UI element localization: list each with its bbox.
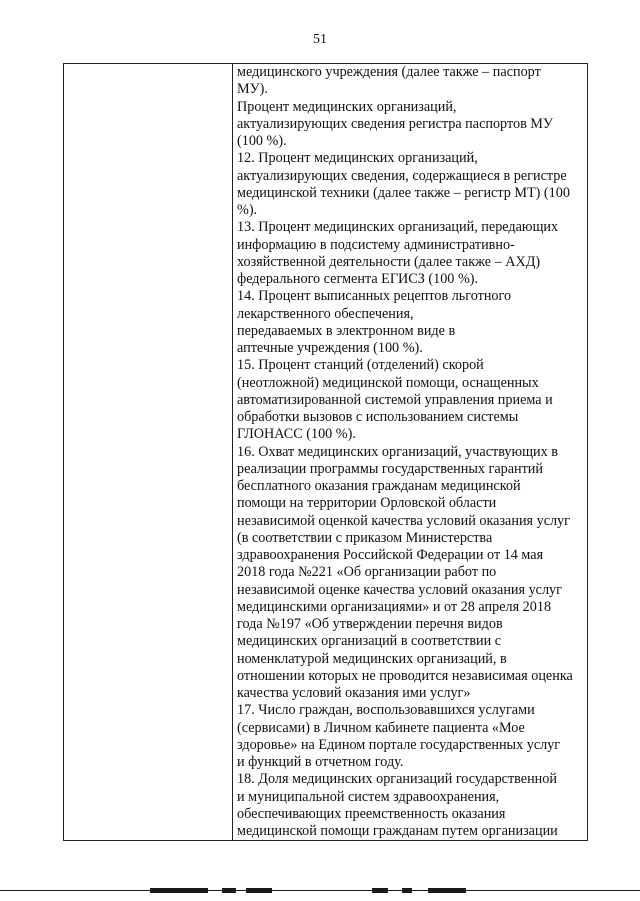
text-line: ГЛОНАСС (100 %). [237,426,356,443]
text-line: здравоохранения Российской Федерации от 14 мая [237,547,544,563]
text-line: обработки вызовов с использованием системы [237,409,519,425]
text-line: бесплатного оказания гражданам медицинской [237,478,521,494]
text-line: лекарственного обеспечения, [237,305,414,322]
table-row [64,64,588,841]
text-line: медицинскими организациями» и от 28 апреля 2018 [237,598,552,615]
text-line: аптечные учреждения (100 %). [237,340,423,356]
text-line: года №197 «Об утверждении перечня видов [237,616,503,632]
text-line: независимой оценкой качества условий оказания услуг [237,512,570,529]
text-line: актуализирующих сведения регистра паспортов МУ [237,115,553,132]
text-line: реализации программы государственных гарантий [237,460,543,477]
text-line: 12. Процент медицинских организаций, [237,150,478,167]
text-line: медицинской техники (далее также – регистр МТ) (100 [237,184,570,201]
text-line: 17. Число граждан, воспользовавшихся услугами [237,702,535,719]
page-number: 51 [313,32,327,47]
text-line: независимой оценке качества условий оказания услуг [237,581,562,598]
text-line: помощи на территории Орловской области [237,495,497,512]
bottom-scan-rule [0,888,640,894]
text-line: 13. Процент медицинских организаций, передающих [237,219,559,236]
text-line: и муниципальной систем здравоохранения, [237,788,500,805]
text-line: информацию в подсистему административно- [237,236,515,253]
text-line: 15. Процент станций (отделений) скорой [237,357,484,374]
text-line: актуализирующих сведения, содержащиеся в регистре [237,167,567,184]
text-line: (100 %). [237,133,287,149]
document-table [63,63,588,841]
text-line: (неотложной) медицинской помощи, оснащенных [237,374,539,391]
right-cell [233,64,588,841]
text-line: 16. Охват медицинских организаций, участвующих в [237,443,558,460]
text-line: медицинского учреждения (далее также – паспорт [237,64,541,80]
text-line: медицинских организаций в соответствии с [237,633,502,650]
text-line: обеспечивающих преемственность оказания [237,805,506,822]
text-line: медицинской помощи гражданам путем организации [237,823,558,839]
text-line: качества условий оказания ими услуг» [237,685,471,701]
text-line: (сервисами) в Личном кабинете пациента «Мое [237,719,525,736]
text-line: (в соответствии с приказом Министерства [237,529,493,546]
text-line: %). [237,202,258,218]
text-line: 18. Доля медицинских организаций государственной [237,771,557,788]
text-line: и функций в отчетном году. [237,754,404,770]
right-cell-text [233,64,587,840]
text-line: хозяйственной деятельности (далее также – АХД) [237,253,541,270]
text-line: МУ). [237,81,268,98]
text-line: федерального сегмента ЕГИСЗ (100 %). [237,271,479,287]
text-line: Процент медицинских организаций, [237,98,457,115]
text-line: отношении которых не проводится независимая оценка [237,667,573,684]
text-line: 2018 года №221 «Об организации работ по [237,564,497,581]
text-line: передаваемых в электронном виде в [237,322,456,339]
text-line: автоматизированной системой управления приема и [237,391,553,408]
text-line: номенклатурой медицинских организаций, в [237,650,507,667]
text-line: здоровье» на Едином портале государственных услуг [237,736,561,753]
text-line: 14. Процент выписанных рецептов льготного [237,288,512,305]
left-cell [64,64,233,841]
